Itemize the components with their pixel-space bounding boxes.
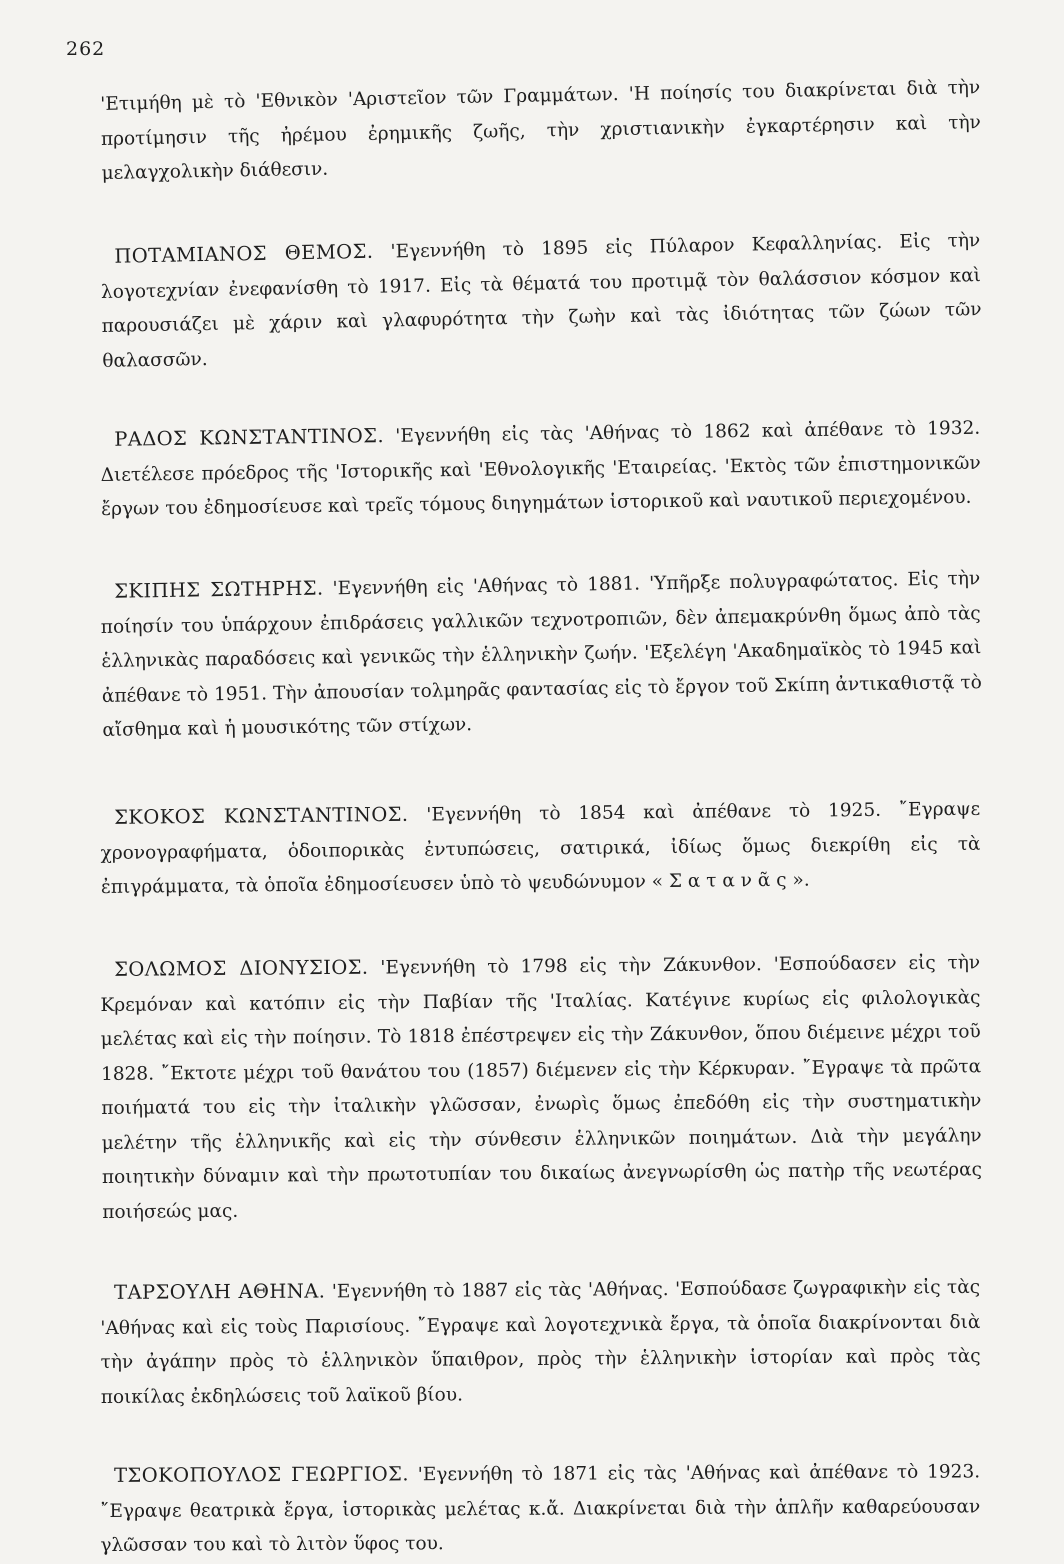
- entry-text: 'Εγεννήθη τὸ 1854 καὶ ἀπέθανε τὸ 1925. ῎Εγραψε χρονογραφήματα, ὁδοιπορικὰς ἐντυπώσεις, σατιρικά, ἰδίως ὅμως διεκρίθη εἰς τὰ ἐπιγράμματα, τὰ ὁποῖα ἐδημοσίευσεν ὑπὸ τὸ ψευδώνυμον « Σ α τ α ν ᾶ ς ».: [100, 798, 981, 898]
- page-number: 262: [66, 38, 106, 60]
- entry-text: 'Εγεννήθη εἰς τὰς 'Αθήνας τὸ 1862 καὶ ἀπέθανε τὸ 1932. Διετέλεσε πρόεδρος τῆς 'Ιστορικῆς καὶ 'Εθνολογικῆς 'Εταιρείας. 'Εκτὸς τῶν ἐπιστημονικῶν ἔργων του ἐδημοσίευσε καὶ τρεῖς τόμους διηγημάτων ἱστορικοῦ καὶ ναυτικοῦ περιεχομένου.: [100, 417, 981, 520]
- entry-text: 'Εγεννήθη εἰς 'Αθήνας τὸ 1881. 'Υπῆρξε πολυγραφώτατος. Εἰς τὴν ποίησίν του ὑπάρχουν ἐπιδράσεις γαλλικῶν τεχνοτροπιῶν, δὲν ἀπεμακρύνθη ὅμως ἀπὸ τὰς ἑλληνικὰς παραδόσεις καὶ γενικῶς τὴν ἑλληνικὴν ζωήν. 'Εξελέγη 'Ακαδημαϊκὸς τὸ 1945 καὶ ἀπέθανε τὸ 1951. Τὴν ἀπουσίαν τολμηρᾶς φαντασίας εἰς τὸ ἔργον τοῦ Σκίπη ἀντικαθιστᾷ τὸ αἴσθημα καὶ ἡ μουσικότης τῶν στίχων.: [100, 568, 982, 741]
- biography-list: [100, 77, 983, 1564]
- entry-text: 'Εγεννήθη τὸ 1887 εἰς τὰς 'Αθήνας. 'Εσπούδασε ζωγραφικὴν εἰς τὰς 'Αθήνας καὶ εἰς τοὺς Παρισίους. ῎Εγραψε καὶ λογοτεχνικὰ ἔργα, τὰ ὁποῖα διακρίνονται διὰ τὴν ἀγάπην πρὸς τὸ ἑλληνικὸν ὕπαιθρον, πρὸς τὴν ἑλληνικὴν ἱστορίαν καὶ πρὸς τὰς ποικίλας ἐκδηλώσεις τοῦ λαϊκοῦ βίου.: [100, 1276, 981, 1408]
- entry-name: ΣΚΙΠΗΣ ΣΩΤΗΡΗΣ.: [114, 576, 324, 603]
- entry-name: ΤΑΡΣΟΥΛΗ ΑΘΗΝΑ.: [114, 1279, 326, 1304]
- entry-rados: [100, 410, 981, 527]
- entry-tsokopoulos: [100, 1454, 981, 1563]
- entry-solomos: [100, 945, 982, 1230]
- entry-skipis: [100, 561, 983, 748]
- entry-text: 'Εγεννήθη τὸ 1895 εἰς Πύλαρον Κεφαλληνίας. Εἰς τὴν λογοτεχνίαν ἐνεφανίσθη τὸ 1917. Εἰς τὰ θέματά του προτιμᾷ τὸν θαλάσσιον κόσμον καὶ παρουσιάζει μὲ χάριν καὶ γλαφυρότητα τὴν ζωὴν καὶ τὰς ἰδιότητας τῶν ζώων τῶν θαλασσῶν.: [100, 229, 982, 371]
- entry-name: ΠΟΤΑΜΙΑΝΟΣ ΘΕΜΟΣ.: [114, 239, 374, 268]
- intro-text: 'Ετιμήθη μὲ τὸ 'Εθνικὸν 'Αριστεῖον τῶν Γραμμάτων. 'Η ποίησίς του διακρίνεται διὰ τὴν προτίμησιν τῆς ἠρέμου ἐρημικῆς ζωῆς, τὴν χριστιανικὴν ἐγκαρτέρησιν καὶ τὴν μελαγχολικὴν διάθεσιν.: [100, 77, 982, 184]
- entry-name: ΤΣΟΚΟΠΟΥΛΟΣ ΓΕΩΡΓΙΟΣ.: [114, 1462, 410, 1487]
- entry-name: ΣΟΛΩΜΟΣ ΔΙΟΝΥΣΙΟΣ.: [114, 955, 369, 981]
- entry-text: 'Εγεννήθη τὸ 1871 εἰς τὰς 'Αθήνας καὶ ἀπέθανε τὸ 1923. ῎Εγραψε θεατρικὰ ἔργα, ἱστορικὰς μελέτας κ.ἄ. Διακρίνεται διὰ τὴν ἁπλῆν καθαρεύουσαν γλῶσσαν του καὶ τὸ λιτὸν ὕφος του.: [100, 1461, 981, 1556]
- entry-text: 'Εγεννήθη τὸ 1798 εἰς τὴν Ζάκυνθον. 'Εσπούδασεν εἰς τὴν Κρεμόναν καὶ κατόπιν εἰς τὴν Παβίαν τῆς 'Ιταλίας. Κατέγινε κυρίως εἰς φιλολογικὰς μελέτας καὶ εἰς τὴν ποίησιν. Τὸ 1818 ἐπέστρεψεν εἰς τὴν Ζάκυνθον, ὅπου διέμεινε μέχρι τοῦ 1828. ῎Εκτοτε μέχρι τοῦ θανάτου του (1857) διέμενεν εἰς τὴν Κέρκυραν. ῎Εγραψε τὰ πρῶτα ποιήματά του εἰς τὴν ἰταλικὴν γλῶσσαν, ἐνωρὶς ὅμως ἐπεδόθη εἰς τὴν συστηματικὴν μελέτην τῆς ἑλληνικῆς καὶ εἰς τὴν σύνθεσιν ἑλληνικῶν ποιημάτων. Διὰ τὴν μεγάλην ποιητικὴν δύναμιν καὶ τὴν πρωτοτυπίαν του δικαίως ἀνεγνωρίσθη ὡς πατὴρ τῆς νεωτέρας ποιήσεώς μας.: [100, 952, 983, 1223]
- intro-paragraph: [100, 71, 982, 191]
- entry-name: ΡΑΔΟΣ ΚΩΝΣΤΑΝΤΙΝΟΣ.: [114, 423, 385, 451]
- entry-name: ΣΚΟΚΟΣ ΚΩΝΣΤΑΝΤΙΝΟΣ.: [114, 802, 409, 829]
- entry-tarsouli: [100, 1270, 981, 1415]
- entry-potamianos: [100, 223, 983, 379]
- entry-skokos: [100, 791, 981, 905]
